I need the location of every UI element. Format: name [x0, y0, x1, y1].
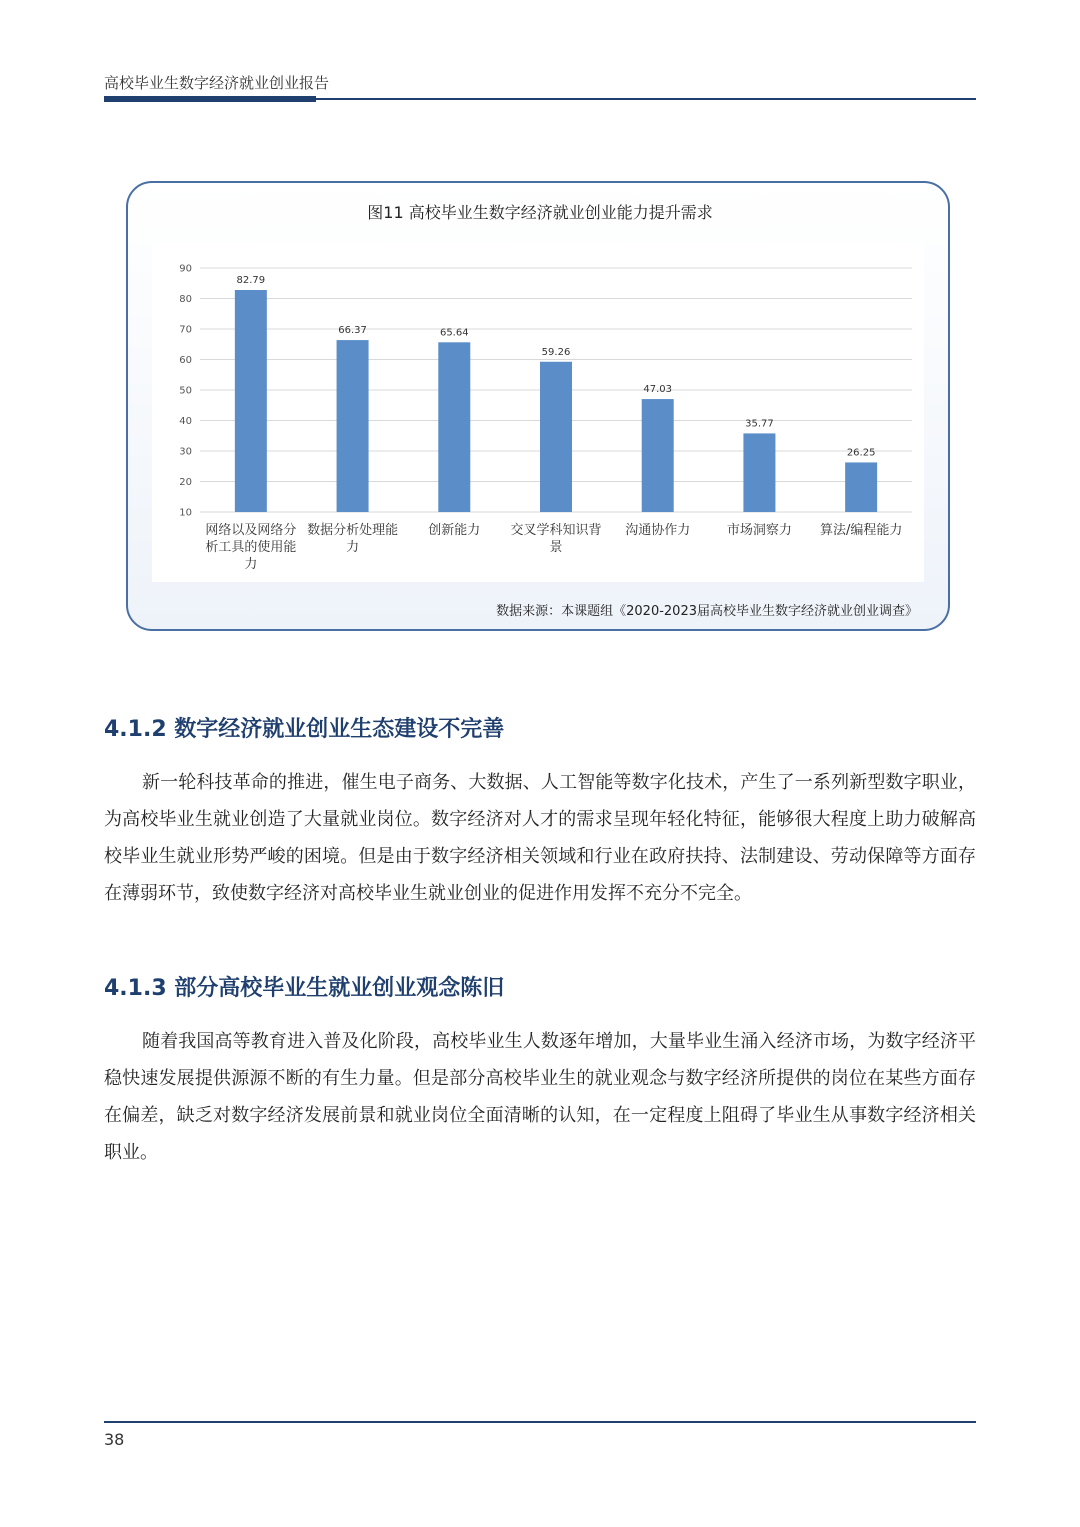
section-paragraph-4-1-2: 新一轮科技革命的推进，催生电子商务、大数据、人工智能等数字化技术，产生了一系列新型数字职业，为高校毕业生就业创造了大量就业岗位。数字经济对人才的需求呈现年轻化特征，能够很大程度上助力破解高校毕业生就业形势严峻的困境。但是由于数字经济相关领域和行业在政府扶持、法制建设、劳动保障等方面存在薄弱环节，致使数字经济对高校毕业生就业创业的促进作用发挥不充分不完全。: [104, 772, 976, 904]
data-label: 59.26: [541, 346, 571, 358]
x-tick-label: 景: [549, 540, 563, 555]
bar: [438, 342, 470, 512]
figure-title: 图11 高校毕业生数字经济就业创业能力提升需求: [367, 203, 713, 222]
x-tick-label: 网络以及网络分: [205, 523, 297, 538]
data-label: 82.79: [236, 274, 266, 286]
x-tick-label: 交叉学科知识背: [510, 523, 602, 538]
section-paragraph-4-1-3: 随着我国高等教育进入普及化阶段，高校毕业生人数逐年增加，大量毕业生涌入经济市场，为数字经济平稳快速发展提供源源不断的有生力量。但是部分高校毕业生的就业观念与数字经济所提供的岗位在某些方面存在偏差，缺乏对数字经济发展前景和就业岗位全面清晰的认知，在一定程度上阻碍了毕业生从事数字经济相关职业。: [104, 1031, 976, 1163]
page-number: 38: [104, 1430, 125, 1449]
data-label: 66.37: [338, 325, 367, 337]
x-tick-label: 算法/编程能力: [819, 523, 903, 538]
figure-source: 数据来源：本课题组《2020-2023届高校毕业生数字经济就业创业调查》: [496, 604, 918, 619]
header-accent-bar: [104, 96, 316, 102]
bar-chart: [152, 242, 924, 582]
y-tick-label: 80: [179, 294, 192, 305]
bar: [337, 340, 369, 512]
y-tick-label: 60: [179, 355, 192, 366]
x-tick-label: 力: [244, 557, 258, 572]
x-tick-label: 创新能力: [428, 523, 481, 538]
y-tick-label: 40: [179, 416, 192, 427]
x-tick-label: 数据分析处理能: [307, 523, 399, 538]
data-label: 35.77: [745, 418, 774, 430]
data-label: 47.03: [643, 384, 673, 396]
x-tick-label: 市场洞察力: [726, 523, 792, 538]
y-tick-label: 50: [179, 385, 192, 397]
page-header-title: 高校毕业生数字经济就业创业报告: [104, 74, 330, 92]
y-tick-label: 90: [179, 263, 192, 275]
bar: [642, 399, 674, 512]
y-tick-label: 10: [179, 507, 192, 519]
data-label: 26.25: [846, 447, 876, 459]
footer-rule: [104, 1421, 976, 1423]
x-tick-label: 析工具的使用能: [205, 540, 297, 555]
bar: [540, 362, 572, 512]
x-tick-label: 沟通协作力: [625, 523, 691, 538]
y-tick-label: 20: [179, 477, 192, 488]
section-title-4-1-3: 4.1.3 部分高校毕业生就业创业观念陈旧: [104, 976, 505, 1001]
bar: [743, 433, 775, 512]
x-tick-label: 力: [346, 540, 360, 555]
bar: [235, 290, 267, 512]
y-tick-label: 30: [179, 446, 192, 458]
section-title-4-1-2: 4.1.2 数字经济就业创业生态建设不完善: [104, 717, 505, 742]
bar: [845, 462, 877, 512]
data-label: 65.64: [439, 327, 469, 339]
y-tick-label: 70: [179, 324, 192, 336]
